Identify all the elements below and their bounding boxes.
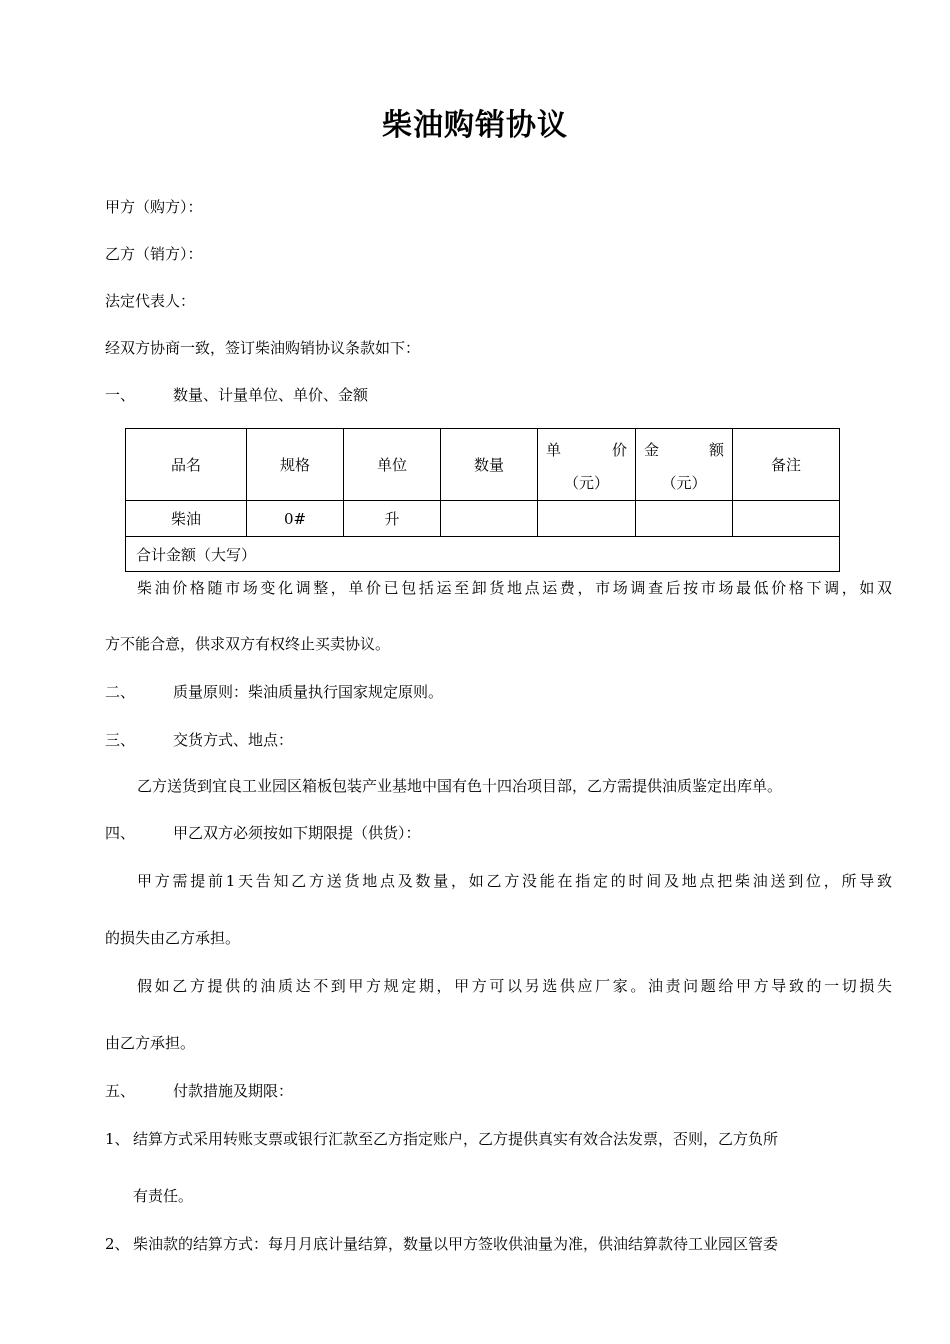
table-header-row <box>126 429 840 501</box>
term2-line1: 假如乙方提供的油质达不到甲方规定期，甲方可以另选供应厂家。油责问题给甲方导致的一切损失 <box>137 977 892 995</box>
document-title: 柴油购销协议 <box>382 108 568 143</box>
section-4-number: 四、 <box>105 824 136 842</box>
header-amount-a: 金 <box>644 440 660 459</box>
cell-note <box>733 501 840 537</box>
section-4-heading <box>105 822 421 843</box>
header-note: 备注 <box>733 429 840 501</box>
header-qty: 数量 <box>441 429 538 501</box>
section-5-number: 五、 <box>105 1082 136 1100</box>
payment-item-1 <box>105 1128 860 1149</box>
section-3-title: 交货方式、地点： <box>173 731 294 749</box>
price-paragraph-line1: 柴油价格随市场变化调整，单价已包括运至卸货地点运费，市场调查后按市场最低价格下调，如双 <box>137 579 892 597</box>
cell-amount <box>636 501 733 537</box>
intro-line: 经双方协商一致，签订柴油购销协议条款如下： <box>105 339 421 357</box>
cell-qty <box>441 501 538 537</box>
header-price-a: 单 <box>546 440 562 459</box>
payment-item-1-number: 1、 <box>105 1130 130 1148</box>
party-b-line: 乙方（销方）： <box>105 245 203 263</box>
header-amount-b: 额 <box>708 440 724 459</box>
section-3-number: 三、 <box>105 731 136 749</box>
term1-line1: 甲方需提前1天告知乙方送货地点及数量，如乙方没能在指定的时间及地点把柴油送到位，所导致 <box>137 872 892 890</box>
cell-total-label: 合计金额（大写） <box>126 537 840 572</box>
section-5-heading <box>105 1080 293 1101</box>
table-row <box>126 501 840 537</box>
table-total-row <box>126 537 840 572</box>
delivery-paragraph: 乙方送货到宜良工业园区箱板包装产业基地中国有色十四冶项目部，乙方需提供油质鉴定出库单。 <box>137 777 783 795</box>
header-name: 品名 <box>126 429 247 501</box>
price-paragraph-line2: 方不能合意，供求双方有权终止买卖协议。 <box>105 635 391 653</box>
cell-unit: 升 <box>344 501 441 537</box>
cell-price <box>538 501 636 537</box>
term2-line2: 由乙方承担。 <box>105 1034 196 1052</box>
header-unit: 单位 <box>344 429 441 501</box>
section-3-heading <box>105 729 293 750</box>
section-2-title: 质量原则：柴油质量执行国家规定原则。 <box>173 683 444 701</box>
legal-rep-line: 法定代表人： <box>105 292 196 310</box>
section-1-number: 一、 <box>105 386 136 404</box>
section-5-title: 付款措施及期限： <box>173 1082 294 1100</box>
section-2-number: 二、 <box>105 683 136 701</box>
payment-item-1-line1: 结算方式采用转账支票或银行汇款至乙方指定账户，乙方提供真实有效合法发票，否则，乙方负所 <box>133 1130 779 1148</box>
section-4-title: 甲乙双方必须按如下期限提（供货）： <box>173 824 421 842</box>
payment-item-2-line1: 柴油款的结算方式：每月月底计量结算，数量以甲方签收供油量为准，供油结算款待工业园区管委 <box>133 1235 779 1253</box>
header-price <box>538 429 636 501</box>
payment-item-1-line2: 有责任。 <box>133 1187 194 1205</box>
header-amount <box>636 429 733 501</box>
cell-spec: 0# <box>247 501 344 537</box>
party-a-line: 甲方（购方）： <box>105 198 203 216</box>
header-price-b: 价 <box>611 440 627 459</box>
header-amount-unit: （元） <box>661 473 707 492</box>
price-table <box>125 428 840 572</box>
section-2-heading <box>105 681 443 702</box>
payment-item-2 <box>105 1233 860 1254</box>
header-spec: 规格 <box>247 429 344 501</box>
section-1-heading <box>105 384 368 405</box>
header-price-unit: （元） <box>563 473 609 492</box>
payment-item-2-number: 2、 <box>105 1235 130 1253</box>
section-1-title: 数量、计量单位、单价、金额 <box>173 386 369 404</box>
term1-line2: 的损失由乙方承担。 <box>105 929 241 947</box>
cell-name: 柴油 <box>126 501 247 537</box>
